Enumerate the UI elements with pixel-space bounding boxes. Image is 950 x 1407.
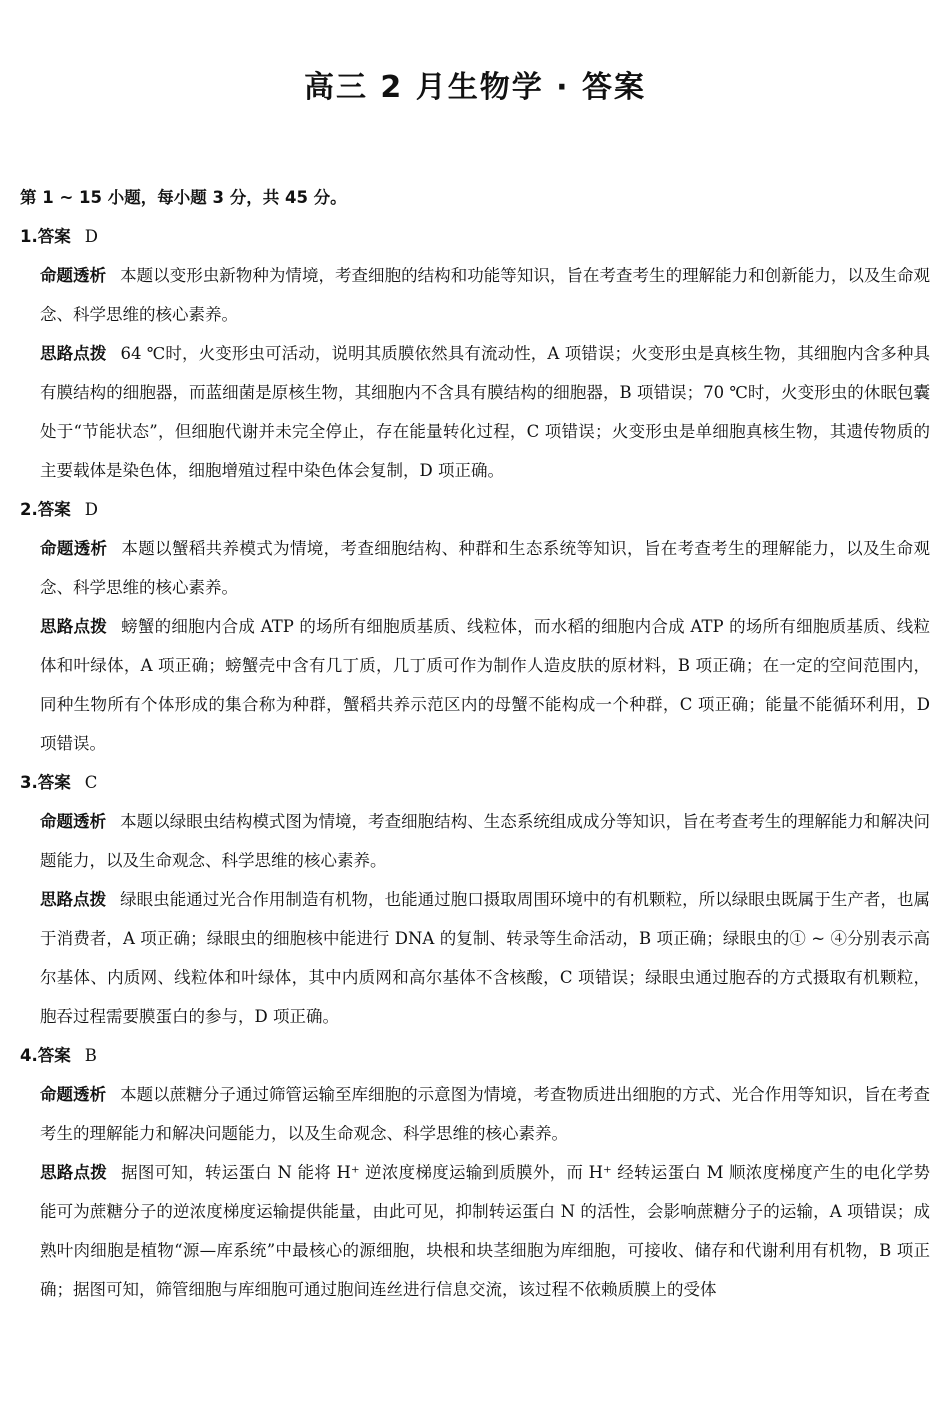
- hint-paragraph: [40, 1153, 930, 1309]
- question-number: 3.: [20, 773, 38, 792]
- answer-label: 答案: [37, 500, 71, 519]
- analysis-label: 命题透析: [40, 812, 107, 831]
- hint-paragraph: [40, 334, 930, 490]
- answer-line: [20, 763, 930, 802]
- question-block-1: [20, 217, 930, 490]
- question-number: 4.: [20, 1046, 38, 1065]
- analysis-label: 命题透析: [40, 1085, 107, 1104]
- answer-value: D: [84, 227, 98, 246]
- analysis-text: 本题以蔗糖分子通过筛管运输至库细胞的示意图为情境，考查物质进出细胞的方式、光合作用等知识，旨在考查考生的理解能力和解决问题能力，以及生命观念、科学思维的核心素养。: [40, 1085, 931, 1143]
- answer-line: [20, 217, 930, 256]
- analysis-label: 命题透析: [40, 266, 107, 285]
- answer-label: 答案: [37, 227, 71, 246]
- answer-value: C: [84, 773, 98, 792]
- analysis-paragraph: [40, 802, 930, 880]
- section-intro: 第 1 ~ 15 小题，每小题 3 分，共 45 分。: [20, 188, 347, 207]
- analysis-text: 本题以变形虫新物种为情境，考查细胞的结构和功能等知识，旨在考查考生的理解能力和创新能力，以及生命观念、科学思维的核心素养。: [40, 266, 931, 324]
- hint-label: 思路点拨: [40, 344, 107, 363]
- page-title: 高三 2 月生物学 · 答案: [303, 70, 647, 105]
- hint-text: 绿眼虫能通过光合作用制造有机物，也能通过胞口摄取周围环境中的有机颗粒，所以绿眼虫既属于生产者，也属于消费者，A 项正确；绿眼虫的细胞核中能进行 DNA 的复制、转录等生命活动，B 项正确；绿眼虫的① ~ ④分别表示高尔基体、内质网、线粒体和叶绿体，其中内质网和高尔基体不含核酸，C 项错误；绿眼虫通过胞吞的方式摄取有机颗粒，胞吞过程需要膜蛋白的参与，D 项正确。: [40, 890, 931, 1026]
- answer-content: [20, 178, 930, 1309]
- question-block-2: [20, 490, 930, 763]
- answer-label: 答案: [37, 1046, 71, 1065]
- analysis-paragraph: [40, 256, 930, 334]
- answer-line: [20, 490, 930, 529]
- hint-text: 据图可知，转运蛋白 N 能将 H⁺ 逆浓度梯度运输到质膜外，而 H⁺ 经转运蛋白 M 顺浓度梯度产生的电化学势能可为蔗糖分子的逆浓度梯度运输提供能量，由此可见，抑制转运蛋白 N 的活性，会影响蔗糖分子的运输，A 项错误；成熟叶肉细胞是植物“源—库系统”中最核心的源细胞，块根和块茎细胞为库细胞，可接收、储存和代谢利用有机物，B 项正确；据图可知，筛管细胞与库细胞可通过胞间连丝进行信息交流，该过程不依赖质膜上的受体: [40, 1163, 930, 1299]
- analysis-paragraph: [40, 529, 930, 607]
- question-block-4: [20, 1036, 930, 1309]
- question-block-3: [20, 763, 930, 1036]
- hint-label: 思路点拨: [40, 617, 108, 636]
- question-number: 2.: [20, 500, 38, 519]
- hint-text: 螃蟹的细胞内合成 ATP 的场所有细胞质基质、线粒体，而水稻的细胞内合成 ATP 的场所有细胞质基质、线粒体和叶绿体，A 项正确；螃蟹壳中含有几丁质，几丁质可作为制作人造皮肤的原材料，B 项正确；在一定的空间范围内，同种生物所有个体形成的集合称为种群，蟹稻共养示范区内的母蟹不能构成一个种群，C 项正确；能量不能循环利用，D 项错误。: [40, 617, 930, 753]
- analysis-text: 本题以绿眼虫结构模式图为情境，考查细胞结构、生态系统组成成分等知识，旨在考查考生的理解能力和解决问题能力，以及生命观念、科学思维的核心素养。: [40, 812, 931, 870]
- question-number: 1.: [20, 227, 38, 246]
- hint-paragraph: [40, 607, 930, 763]
- answer-line: [20, 1036, 930, 1075]
- answer-label: 答案: [37, 773, 71, 792]
- hint-text: 64 ℃时，火变形虫可活动，说明其质膜依然具有流动性，A 项错误；火变形虫是真核生物，其细胞内含多种具有膜结构的细胞器，而蓝细菌是原核生物，其细胞内不含具有膜结构的细胞器，B 项错误；70 ℃时，火变形虫的休眠包囊处于“节能状态”，但细胞代谢并未完全停止，存在能量转化过程，C 项错误；火变形虫是单细胞真核生物，其遗传物质的主要载体是染色体，细胞增殖过程中染色体会复制，D 项正确。: [40, 344, 931, 480]
- hint-label: 思路点拨: [40, 890, 107, 909]
- answer-value: B: [84, 1046, 97, 1065]
- analysis-text: 本题以蟹稻共养模式为情境，考查细胞结构、种群和生态系统等知识，旨在考查考生的理解能力，以及生命观念、科学思维的核心素养。: [40, 539, 931, 597]
- analysis-label: 命题透析: [40, 539, 108, 558]
- answer-value: D: [84, 500, 98, 519]
- hint-label: 思路点拨: [40, 1163, 108, 1182]
- hint-paragraph: [40, 880, 930, 1036]
- analysis-paragraph: [40, 1075, 930, 1153]
